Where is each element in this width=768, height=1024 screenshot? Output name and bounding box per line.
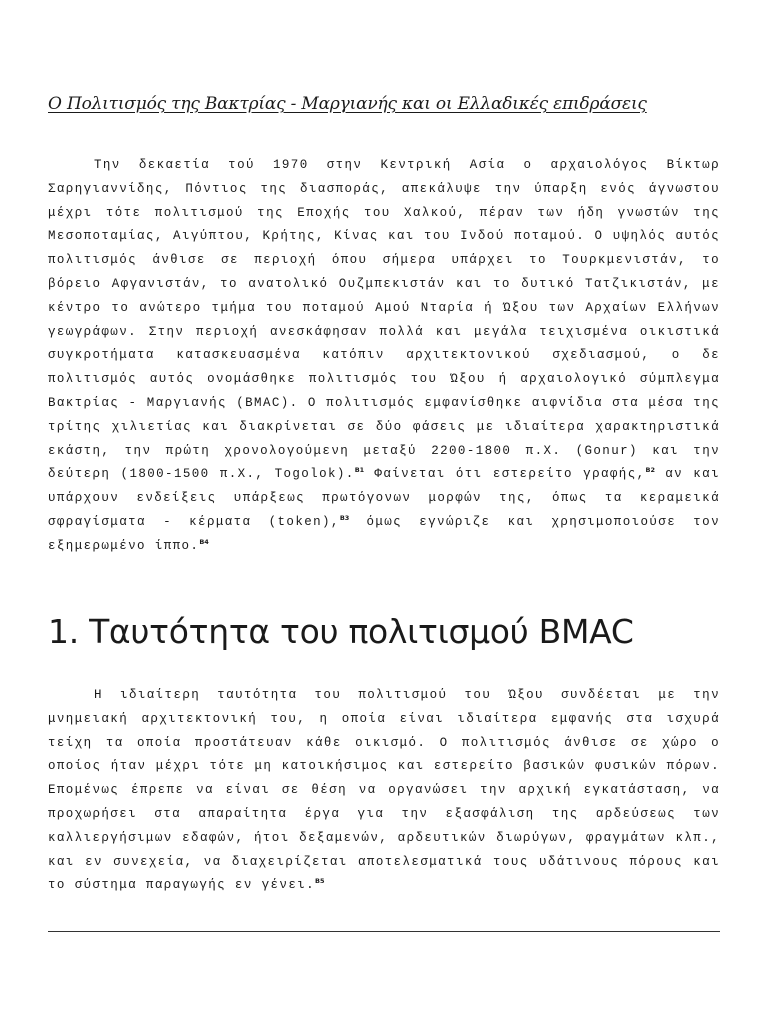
footnote-ref-b1[interactable]: B1 (354, 466, 365, 475)
footnote-ref-b3[interactable]: B3 (339, 513, 350, 522)
footnote-ref-b4[interactable]: B4 (199, 537, 209, 546)
footnote-ref-b5[interactable]: B5 (315, 877, 325, 886)
section-text-1: Η ιδιαίτερη ταυτότητα του πολιτισμού του Ώξου συνδέεται με την μνημειακή αρχιτεκτονική του, η οποία είναι ιδιαίτερα εμφανής στα ισχυρά τείχη τα οποία προστάτευαν κάθε οικισμό. Ο πολιτισμός άνθισε σε χώρο ο οποίος ήταν μέχρι τότε μη κατοικήσιμος και εστερείτο βασικών φυσικών πόρων. Επομένως έπρεπε να είναι σε θέση να οργανώσει την αρχική εγκατάσταση, να προχωρήσει στα απαραίτητα έργα για την εξασφάλιση της αρδεύσεως των καλλιεργήσιμων εδαφών, ήτοι δεξαμενών, αρδευτικών διωρύγων, φραγμάτων κλπ., και εν συνεχεία, να διαχειρίζεται αποτελεσματικά τους υδάτινους πόρους και το σύστημα παραγωγής εν γένει. (48, 688, 720, 893)
intro-text-2: Φαίνεται ότι εστερείτο γραφής, (364, 467, 646, 482)
section-paragraph (48, 684, 720, 898)
section-heading: 1. Ταυτότητα του πολιτισμού BMAC (48, 612, 634, 651)
intro-paragraph (48, 154, 720, 559)
intro-text-1: Την δεκαετία τού 1970 στην Κεντρική Ασία ο αρχαιολόγος Βίκτωρ Σαρηγιαννίδης, Πόντιος της διασποράς, απεκάλυψε την ύπαρξη ενός άγνωστου μέχρι τότε πολιτισμού της Εποχής του Χαλκού, πέραν των ήδη γνωστών της Μεσοποταμίας, Αιγύπτου, Κρήτης, Κίνας και του Ινδού ποταμού. Ο υψηλός αυτός πολιτισμός άνθισε σε περιοχή όπου σήμερα υπάρχει το Τουρκμενιστάν, το βόρειο Αφγανιστάν, το ανατολικό Ουζμπεκιστάν και το δυτικό Τατζικιστάν, με κέντρο το ανώτερο τμήμα του ποταμού Αμού Νταρία ή Ώξου των Αρχαίων Ελλήνων γεωγράφων. Στην περιοχή ανεσκάφησαν πολλά και μεγάλα τειχισμένα οικιστικά συγκροτήματα κατασκευασμένα κατόπιν αρχιτεκτονικού σχεδιασμού, ο δε πολιτισμός αυτός ονομάσθηκε πολιτισμός του Ώξου ή αρχαιολογικό σύμπλεγμα Βακτρίας - Μαργιανής (BMAC). Ο πολιτισμός εμφανίσθηκε αιφνίδια στα μέσα της τρίτης χιλιετίας και διακρίνεται σε δύο φάσεις με ιδιαίτερα χαρακτηριστικά εκάστη, την πρώτη χρονολογούμενη μεταξύ 2200-1800 π.Χ. (Gonur) και την δεύτερη (1800-1500 π.Χ., Togolok). (48, 158, 720, 482)
document-title: Ο Πολιτισμός της Βακτρίας - Μαργιανής και οι Ελλαδικές επιδράσεις (48, 94, 647, 114)
footnote-ref-b2[interactable]: B2 (645, 466, 655, 475)
intro-text-4: όμως εγνώριζε και χρησιμοποιούσε τον εξημερωμένο ίππο. (48, 514, 720, 553)
intro-text-3: αν και υπάρχουν ενδείξεις υπάρξεως πρωτόγονων μορφών της, όπως τα κεραμεικά σφραγίσματα - κέρματα (token), (48, 467, 720, 529)
footnote-divider (48, 931, 720, 932)
